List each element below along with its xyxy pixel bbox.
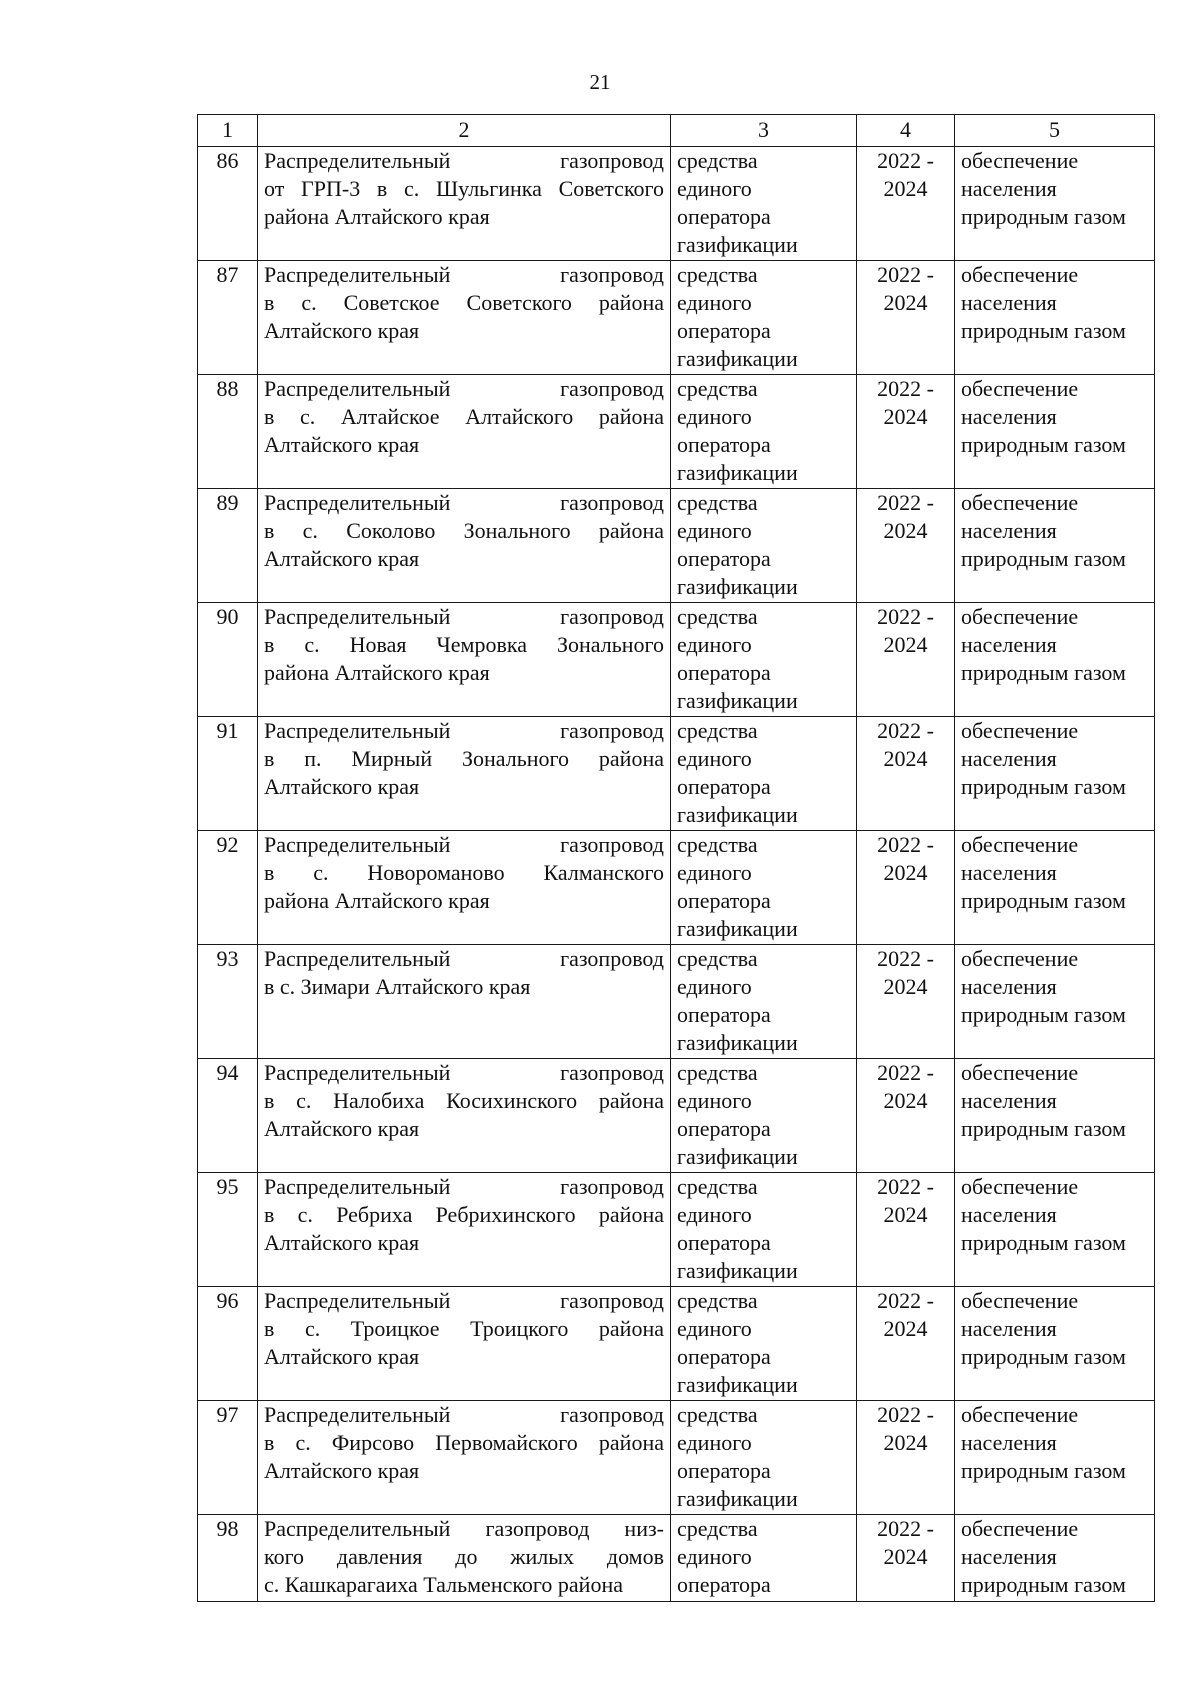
table-row [198,1173,1155,1287]
cell-line: средства [677,262,758,287]
cell-line: населения [961,290,1057,315]
object-name-cell [258,1287,671,1401]
funding-source-cell [671,147,857,261]
cell-line: обеспечение [961,832,1079,857]
cell-line: газификации [677,1258,798,1283]
cell-line: 2022 - [877,1060,934,1085]
cell-line: средства [677,148,758,173]
cell-line: обеспечение [961,604,1079,629]
row-number: 91 [198,717,258,831]
cell-line: газификации [677,1486,798,1511]
object-name-cell [258,261,671,375]
years-cell [857,945,955,1059]
funding-source-cell [671,831,857,945]
object-name-cell [258,717,671,831]
object-name-cell [258,375,671,489]
cell-line: обеспечение [961,1174,1079,1199]
funding-source-cell [671,261,857,375]
table-row [198,1287,1155,1401]
cell-line: оператора [677,204,771,229]
cell-line: 2024 [883,1430,928,1455]
cell-line: 2022 - [877,832,934,857]
header-cell-4: 4 [857,115,955,147]
cell-line: обеспечение [961,1516,1079,1541]
row-number: 89 [198,489,258,603]
cell-line: оператора [677,1230,771,1255]
cell-line: обеспечение [961,148,1079,173]
cell-line: населения [961,1544,1057,1569]
funding-source-cell [671,1515,857,1602]
cell-line: 2022 - [877,1288,934,1313]
years-cell [857,1173,955,1287]
cell-line: 2024 [883,860,928,885]
years-cell [857,1401,955,1515]
cell-line: в с. Налобиха Косихинского района [264,1088,664,1113]
cell-line: Алтайского края [264,318,420,343]
cell-line: 2024 [883,746,928,771]
row-number: 87 [198,261,258,375]
years-cell [857,147,955,261]
purpose-cell [955,1059,1155,1173]
years-cell [857,375,955,489]
cell-line: 2024 [883,290,928,315]
row-number: 90 [198,603,258,717]
cell-line: населения [961,632,1057,657]
cell-line: оператора [677,660,771,685]
cell-line: 2024 [883,1088,928,1113]
years-cell [857,1287,955,1401]
cell-line: оператора [677,318,771,343]
cell-line: природным газом [961,1002,1126,1027]
row-number: 97 [198,1401,258,1515]
object-name-cell [258,603,671,717]
cell-line: оператора [677,432,771,457]
cell-line: средства [677,1288,758,1313]
object-name-cell [258,147,671,261]
cell-line: Алтайского края [264,774,420,799]
cell-line: Распределительный газопровод [264,1174,664,1199]
cell-line: 2024 [883,1544,928,1569]
table-row [198,945,1155,1059]
cell-line: обеспечение [961,262,1079,287]
gas-pipeline-table [197,114,1155,1602]
cell-line: природным газом [961,204,1126,229]
cell-line: газификации [677,1144,798,1169]
cell-line: газификации [677,232,798,257]
years-cell [857,717,955,831]
cell-line: Распределительный газопровод низ- [264,1516,664,1541]
cell-line: природным газом [961,318,1126,343]
cell-line: единого [677,518,752,543]
funding-source-cell [671,1173,857,1287]
cell-line: единого [677,974,752,999]
table-row [198,1059,1155,1173]
cell-line: оператора [677,888,771,913]
cell-line: Алтайского края [264,546,420,571]
cell-line: кого давления до жилых домов [264,1544,664,1569]
purpose-cell [955,831,1155,945]
cell-line: населения [961,518,1057,543]
purpose-cell [955,1173,1155,1287]
purpose-cell [955,945,1155,1059]
cell-line: населения [961,974,1057,999]
table-row [198,1401,1155,1515]
cell-line: единого [677,632,752,657]
funding-source-cell [671,945,857,1059]
purpose-cell [955,147,1155,261]
cell-line: природным газом [961,432,1126,457]
cell-line: средства [677,1516,758,1541]
funding-source-cell [671,1401,857,1515]
cell-line: в с. Зимари Алтайского края [264,974,531,999]
cell-line: Распределительный газопровод [264,604,664,629]
cell-line: 2022 - [877,718,934,743]
cell-line: 2024 [883,404,928,429]
object-name-cell [258,831,671,945]
cell-line: газификации [677,1030,798,1055]
header-cell-1: 1 [198,115,258,147]
cell-line: Алтайского края [264,1230,420,1255]
cell-line: Распределительный газопровод [264,718,664,743]
row-number: 88 [198,375,258,489]
cell-line: природным газом [961,774,1126,799]
cell-line: населения [961,176,1057,201]
cell-line: природным газом [961,1344,1126,1369]
cell-line: газификации [677,802,798,827]
cell-line: населения [961,746,1057,771]
cell-line: 2024 [883,632,928,657]
cell-line: Распределительный газопровод [264,946,664,971]
cell-line: населения [961,1430,1057,1455]
cell-line: 2022 - [877,490,934,515]
row-number: 98 [198,1515,258,1602]
cell-line: населения [961,404,1057,429]
purpose-cell [955,603,1155,717]
cell-line: природным газом [961,888,1126,913]
cell-line: оператора [677,1572,771,1597]
cell-line: природным газом [961,1458,1126,1483]
cell-line: в с. Алтайское Алтайского района [264,404,664,429]
cell-line: обеспечение [961,1288,1079,1313]
cell-line: природным газом [961,660,1126,685]
row-number: 95 [198,1173,258,1287]
cell-line: газификации [677,916,798,941]
cell-line: газификации [677,1372,798,1397]
header-cell-3: 3 [671,115,857,147]
cell-line: оператора [677,1002,771,1027]
cell-line: Распределительный газопровод [264,832,664,857]
cell-line: 2024 [883,1202,928,1227]
cell-line: в с. Новороманово Калманского [264,860,664,885]
object-name-cell [258,1173,671,1287]
cell-line: в с. Соколово Зонального района [264,518,664,543]
cell-line: 2024 [883,974,928,999]
cell-line: обеспечение [961,376,1079,401]
cell-line: единого [677,404,752,429]
cell-line: 2022 - [877,262,934,287]
table-row [198,375,1155,489]
cell-line: единого [677,290,752,315]
cell-line: единого [677,1316,752,1341]
cell-line: природным газом [961,1116,1126,1141]
cell-line: средства [677,376,758,401]
cell-line: средства [677,604,758,629]
purpose-cell [955,1287,1155,1401]
years-cell [857,831,955,945]
purpose-cell [955,1401,1155,1515]
cell-line: природным газом [961,1572,1126,1597]
years-cell [857,603,955,717]
cell-line: населения [961,1202,1057,1227]
page-number: 21 [589,70,611,94]
cell-line: Распределительный газопровод [264,1060,664,1085]
table-row [198,147,1155,261]
table-row [198,1515,1155,1602]
cell-line: Распределительный газопровод [264,1402,664,1427]
cell-line: средства [677,1174,758,1199]
cell-line: природным газом [961,1230,1126,1255]
table-row [198,831,1155,945]
purpose-cell [955,1515,1155,1602]
cell-line: Распределительный газопровод [264,490,664,515]
header-cell-5: 5 [955,115,1155,147]
row-number: 96 [198,1287,258,1401]
cell-line: средства [677,1060,758,1085]
cell-line: 2024 [883,518,928,543]
cell-line: с. Кашкарагаиха Тальменского района [264,1572,623,1597]
funding-source-cell [671,1059,857,1173]
cell-line: газификации [677,346,798,371]
cell-line: в с. Фирсово Первомайского района [264,1430,664,1455]
table-row [198,717,1155,831]
cell-line: 2022 - [877,604,934,629]
years-cell [857,1059,955,1173]
table-header-row [198,115,1155,147]
cell-line: Распределительный газопровод [264,262,664,287]
cell-line: 2022 - [877,148,934,173]
cell-line: средства [677,1402,758,1427]
cell-line: обеспечение [961,718,1079,743]
object-name-cell [258,489,671,603]
cell-line: оператора [677,1458,771,1483]
cell-line: в с. Новая Чемровка Зонального [264,632,664,657]
cell-line: оператора [677,1344,771,1369]
cell-line: в п. Мирный Зонального района [264,746,664,771]
table-row [198,489,1155,603]
purpose-cell [955,261,1155,375]
cell-line: единого [677,1202,752,1227]
purpose-cell [955,375,1155,489]
cell-line: единого [677,860,752,885]
object-name-cell [258,945,671,1059]
cell-line: газификации [677,574,798,599]
cell-line: в с. Троицкое Троицкого района [264,1316,664,1341]
years-cell [857,1515,955,1602]
years-cell [857,261,955,375]
cell-line: газификации [677,688,798,713]
cell-line: единого [677,176,752,201]
funding-source-cell [671,717,857,831]
row-number: 92 [198,831,258,945]
table-row [198,603,1155,717]
cell-line: Алтайского края [264,432,420,457]
cell-line: в с. Ребриха Ребрихинского района [264,1202,664,1227]
table-row [198,261,1155,375]
funding-source-cell [671,603,857,717]
cell-line: оператора [677,774,771,799]
cell-line: единого [677,746,752,771]
cell-line: 2022 - [877,1516,934,1541]
cell-line: Алтайского края [264,1458,420,1483]
cell-line: обеспечение [961,1402,1079,1427]
cell-line: района Алтайского края [264,888,490,913]
years-cell [857,489,955,603]
cell-line: средства [677,718,758,743]
cell-line: 2022 - [877,1402,934,1427]
object-name-cell [258,1059,671,1173]
cell-line: района Алтайского края [264,204,490,229]
cell-line: оператора [677,546,771,571]
row-number: 93 [198,945,258,1059]
cell-line: района Алтайского края [264,660,490,685]
cell-line: населения [961,1316,1057,1341]
row-number: 86 [198,147,258,261]
funding-source-cell [671,375,857,489]
cell-line: 2022 - [877,946,934,971]
cell-line: 2022 - [877,376,934,401]
cell-line: средства [677,490,758,515]
cell-line: природным газом [961,546,1126,571]
cell-line: обеспечение [961,1060,1079,1085]
cell-line: в с. Советское Советского района [264,290,664,315]
cell-line: населения [961,860,1057,885]
purpose-cell [955,717,1155,831]
cell-line: единого [677,1544,752,1569]
cell-line: обеспечение [961,490,1079,515]
cell-line: единого [677,1430,752,1455]
object-name-cell [258,1401,671,1515]
cell-line: Распределительный газопровод [264,376,664,401]
cell-line: Распределительный газопровод [264,1288,664,1313]
cell-line: от ГРП-3 в с. Шульгинка Советского [264,176,664,201]
header-cell-2: 2 [258,115,671,147]
cell-line: обеспечение [961,946,1079,971]
cell-line: Распределительный газопровод [264,148,664,173]
funding-source-cell [671,489,857,603]
cell-line: 2022 - [877,1174,934,1199]
cell-line: средства [677,832,758,857]
cell-line: средства [677,946,758,971]
cell-line: 2024 [883,176,928,201]
cell-line: Алтайского края [264,1116,420,1141]
cell-line: оператора [677,1116,771,1141]
cell-line: населения [961,1088,1057,1113]
purpose-cell [955,489,1155,603]
cell-line: 2024 [883,1316,928,1341]
row-number: 94 [198,1059,258,1173]
cell-line: газификации [677,460,798,485]
cell-line: единого [677,1088,752,1113]
funding-source-cell [671,1287,857,1401]
cell-line: Алтайского края [264,1344,420,1369]
object-name-cell [258,1515,671,1602]
